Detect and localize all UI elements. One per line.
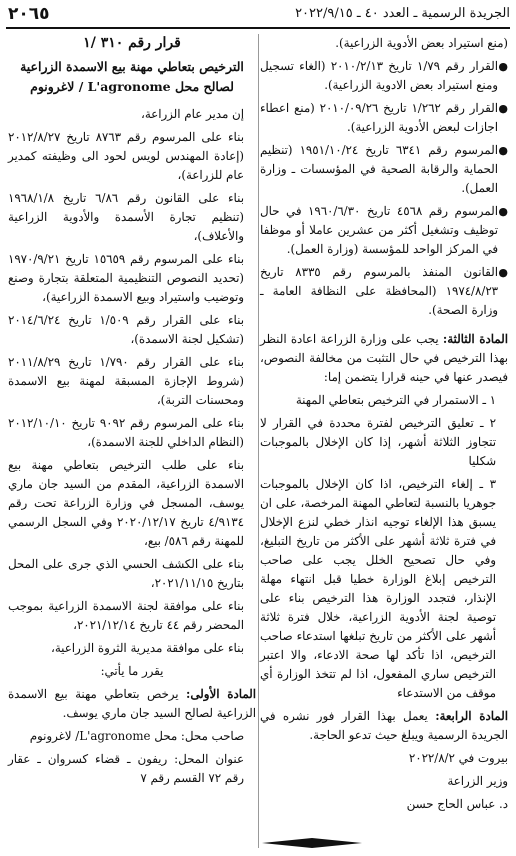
page-number: ٢٠٦٥ xyxy=(8,4,50,24)
article-3-text: يجب على وزارة الزراعة اعادة النظر بهذا الترخيص في حال التثبت من مخالفة النصوص، فيصدر عنها في حينه قرارا يتضمن إما: xyxy=(260,332,508,384)
header-rule xyxy=(6,27,510,29)
bullet-icon: ● xyxy=(498,60,508,73)
bullet-icon: ● xyxy=(498,144,508,157)
preamble-item: بناء على موافقة لجنة الاسمدة الزراعية بموجب المحضر رقم ٤٤ تاريخ ٢٠٢١/١٢/١٤، xyxy=(8,599,244,632)
gazette-header-title: الجريدة الرسمية ـ العدد ٤٠ ـ ٢٠٢٢/٩/١٥ xyxy=(295,6,510,21)
list-item xyxy=(260,57,508,95)
list-item xyxy=(260,263,508,320)
bullet-icon: ● xyxy=(498,102,508,115)
owner-line: صاحب محل: محل L'agronome/ لاغرونوم xyxy=(29,729,244,743)
article-4-label: المادة الرابعة: xyxy=(435,709,508,723)
article-1-text: يرخص بتعاطي مهنة بيع الاسمدة الزراعية لصالح السيد جان ماري يوسف. xyxy=(8,687,256,720)
preamble-item: بناء على القانون رقم ٦/٨٦ تاريخ ١٩٦٨/١/٨ (تنظيم تجارة الأسمدة والأدوية الزراعية والأعلاف)، xyxy=(8,191,244,243)
list-item-text: القرار رقم ١/٢٦٢ تاريخ ٢٠١٠/٠٩/٢٦ (منع اعطاء اجازات لبعض الأدوية الزراعية). xyxy=(260,101,498,134)
preamble-item: بناء على القرار رقم ١/٥٠٩ تاريخ ٢٠١٤/٦/٢٤ (تشكيل لجنة الاسمدة)، xyxy=(8,313,244,346)
decides-line: يقرر ما يأتي: xyxy=(100,664,164,678)
article-3-item: ٢ ـ تعليق الترخيص لفترة محددة في القرار لا تتجاوز الثلاثة أشهر، إذا كان الإخلال بالموجبات شكليا xyxy=(260,416,496,468)
preamble-item: بناء على موافقة مديرية الثروة الزراعية، xyxy=(51,641,244,655)
decision-number: قرار رقم ٣١٠ /١ xyxy=(83,35,181,51)
left-column xyxy=(8,34,256,792)
signature-name: د. عباس الحاج حسن xyxy=(406,797,508,811)
signature-place-date: بيروت في ٢٠٢٢/٨/٢ xyxy=(408,751,508,765)
intro-line: (منع استيراد بعض الأدوية الزراعية). xyxy=(335,36,508,50)
bullet-icon: ● xyxy=(498,205,508,218)
list-item-text: القرار رقم ١/٧٩ تاريخ ٢٠١٠/٢/١٣ (الغاء تسجيل ومنع استيراد بعض الادوية الزراعية). xyxy=(260,59,498,92)
article-3-label: المادة الثالثة: xyxy=(442,332,509,346)
article-3-item: ١ ـ الاستمرار في الترخيص بتعاطي المهنة xyxy=(295,393,496,407)
list-item-text: المرسوم رقم ٦٣٤١ تاريخ ١٩٥١/١٠/٢٤ (تنظيم الحماية والرقابة الصحية في المؤسسات ـ وزارة العمل). xyxy=(260,143,498,195)
bullet-icon: ● xyxy=(498,266,508,279)
article-3 xyxy=(260,330,508,387)
list-item xyxy=(260,99,508,137)
article-3-item: ٣ ـ إلغاء الترخيص، اذا كان الإخلال بالموجبات جوهريا بالنسبة لتعاطي المهنة المرخصة، على ان يسبق هذا الإلغاء توجيه انذار خطي لنزع الإخلال في فترة ثلاثة أشهر على الأكثر من تاريخ التبليغ، وفي حال تصحيح الخلل يجب على صاحب الترخيص إبلاغ الوزارة خطيا قبل انتهاء مهلة الإنذار، فتجدد الوزارة هذا الترخيص بناء على توصية لجنة الأدوية الزراعية، خلال فترة ثلاثة أشهر على الأكثر من تاريخ تبلغها استدعاء صاحب الترخيص، اذا تأكد لها صحة الادعاء، والا اعتبر الترخيص ساري المفعول، اذا لم تتخذ الوزارة أي موقف من الاستدعاء xyxy=(260,477,496,700)
preamble-item: بناء على طلب الترخيص بتعاطي مهنة بيع الاسمدة الزراعية، المقدم من السيد جان ماري يوسف، المسجل في وزارة الزراعة تحت رقم ٤/٩١٣٤ تاريخ ٢٠٢٠/١٢/١٧ وفي السجل الرسمي للمهنة رقم ٥٨٦/ بيع، xyxy=(8,458,244,548)
list-item-text: القانون المنفذ بالمرسوم رقم ٨٣٣٥ تاريخ ١٩٧٤/٨/٢٣ (المحافظة على النظافة العامة ـ وزارة الصحة). xyxy=(260,265,498,317)
article-4-text: يعمل بهذا القرار فور نشره في الجريدة الرسمية ويبلغ حيث تدعو الحاجة. xyxy=(260,709,508,742)
preamble-item: بناء على الكشف الحسي الذي جرى على المحل بتاريخ ٢٠٢١/١١/١٥، xyxy=(8,557,244,590)
decision-title: الترخيص بتعاطي مهنة بيع الاسمدة الزراعية لصالح محل L'agronome / لاغرونوم xyxy=(20,59,244,94)
list-item xyxy=(260,141,508,198)
article-4 xyxy=(260,707,508,745)
list-item-text: المرسوم رقم ٤٥٦٨ تاريخ ١٩٦٠/٦/٣٠ في حال توظيف وتشغيل أكثر من عشرين عاملا أو موظفا في المركز الواحد للمؤسسة (وزارة العمل). xyxy=(260,204,498,256)
preamble-item: بناء على المرسوم رقم ٨٧٦٣ تاريخ ٢٠١٢/٨/٢٧ (إعادة المهندس لويس لحود الى وظيفته كمدير عام للزراعة)، xyxy=(8,130,244,182)
column-divider xyxy=(258,34,259,848)
preamble-item: بناء على المرسوم رقم ١٥٦٥٩ تاريخ ١٩٧٠/٩/٢١ (تحديد النصوص التنظيمية المتعلقة بتجارة وصنع وتوضيب واستيراد وبيع الاسمدة الزراعية)، xyxy=(8,252,244,304)
preamble-item: بناء على المرسوم رقم ٩٠٩٢ تاريخ ٢٠١٢/١٠/١٠ (النظام الداخلي للجنة الاسمدة)، xyxy=(8,416,244,449)
preamble-opening: إن مدير عام الزراعة، xyxy=(141,107,244,121)
preamble-item: بناء على القرار رقم ١/٧٩٠ تاريخ ٢٠١١/٨/٢٩ (شروط الإجازة المسبقة لمهنة بيع الاسمدة ومحسنات التربة)، xyxy=(8,355,244,407)
signature-role: وزير الزراعة xyxy=(447,774,508,788)
address-line: عنوان المحل: ريفون ـ قضاء كسروان ـ عقار رقم ٧٢ القسم رقم ٧ xyxy=(8,752,244,785)
signature-block xyxy=(260,749,508,814)
page-header xyxy=(6,4,510,28)
list-item xyxy=(260,202,508,259)
right-column xyxy=(260,34,508,818)
end-ornament-icon xyxy=(262,838,362,848)
article-1 xyxy=(8,685,256,723)
article-1-label: المادة الأولى: xyxy=(186,687,257,701)
